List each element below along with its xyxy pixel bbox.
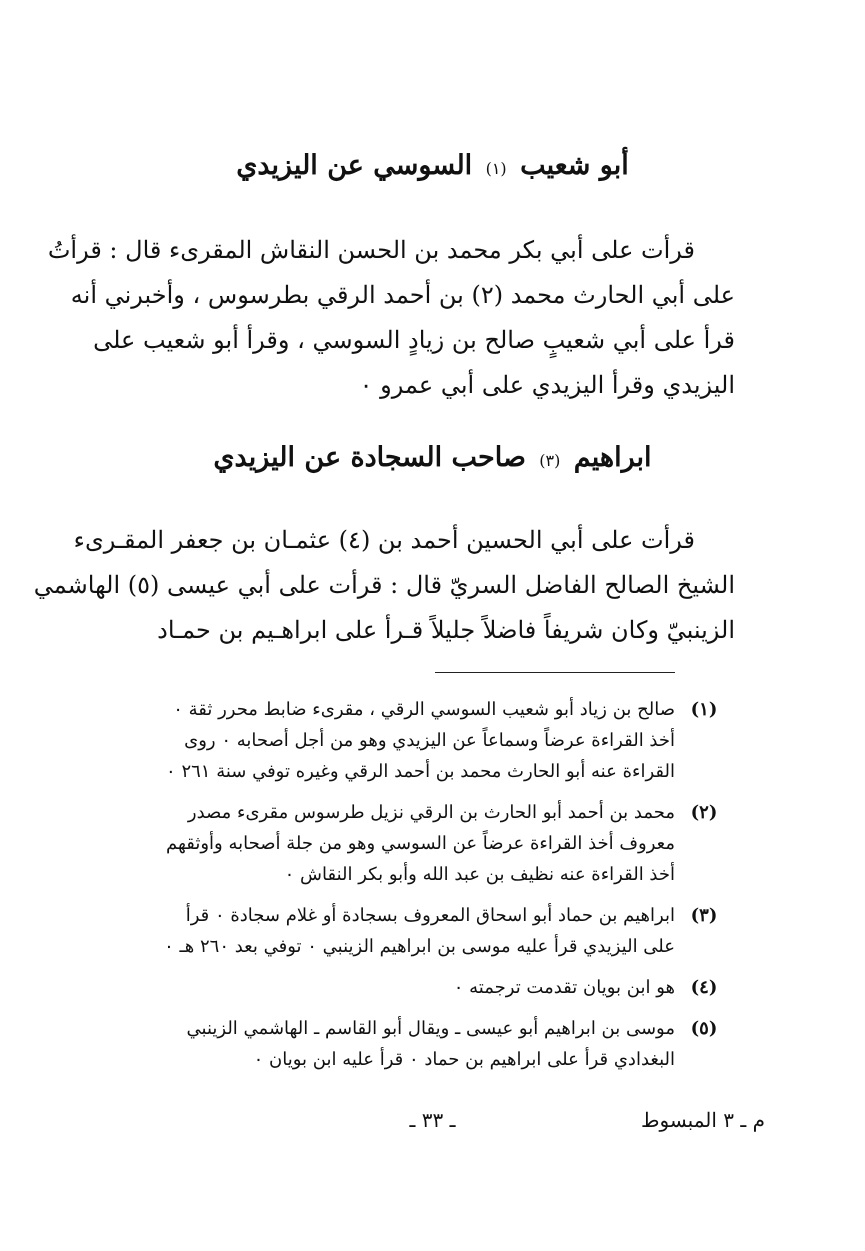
footnote-ref: (١) <box>485 159 507 178</box>
footnote-line: أخذ القراءة عنه نظيف بن عبد الله وأبو بكر النقاش ٠ <box>284 864 675 885</box>
footnote-line: القراءة عنه أبو الحارث محمد بن أحمد الرقي وغيره توفي سنة ٢٦١ ٠ <box>166 761 675 782</box>
section-heading-abu-shuayb <box>0 150 865 181</box>
footnote-line: موسى بن ابراهيم أبو عيسى ـ ويقال أبو القاسم ـ الهاشمي الزينبي <box>186 1018 675 1039</box>
page-number: ـ ٣٣ ـ <box>409 1108 456 1132</box>
footnote-line: أخذ القراءة عرضاً وسماعاً عن اليزيدي وهو من أجل أصحابه ٠ روى <box>184 730 675 751</box>
footnote-number: (٥) <box>690 1018 718 1039</box>
footnote-line: صالح بن زياد أبو شعيب السوسي الرقي ، مقرىء ضابط محرر ثقة ٠ <box>173 699 675 720</box>
footnote-3 <box>70 900 727 962</box>
text-line: قرأ على أبي شعيبٍ صالح بن زيادٍ السوسي ، وقرأ أبو شعيب على <box>93 326 735 354</box>
footnote-separator <box>435 672 675 673</box>
signature-mark: م ـ ٣ المبسوط <box>641 1108 765 1132</box>
footnote-line: البغدادي قرأ على ابراهيم بن حماد ٠ قرأ عليه ابن بويان ٠ <box>253 1049 675 1070</box>
footnote-number: (٤) <box>690 977 718 998</box>
footnote-number: (٣) <box>690 905 718 926</box>
heading-name: أبو شعيب <box>520 150 629 181</box>
footnote-line: محمد بن أحمد أبو الحارث بن الرقي نزيل طرسوس مقرىء مصدر <box>187 802 675 823</box>
paragraph-abu-shuayb <box>47 228 735 408</box>
paragraph-ibrahim <box>33 518 735 653</box>
footnote-1 <box>70 694 727 787</box>
text-line: على أبي الحارث محمد (٢) بن أحمد الرقي بطرسوس ، وأخبرني أنه <box>70 281 735 309</box>
heading-rest: صاحب السجادة عن اليزيدي <box>213 442 526 473</box>
heading-name: ابراهيم <box>573 442 652 473</box>
text-line: قرأت على أبي الحسين أحمد بن (٤) عثمـان بن جعفر المقـرىء <box>73 526 695 554</box>
footnotes <box>70 694 727 1085</box>
footnote-number: (٢) <box>690 802 718 823</box>
footnote-4 <box>70 972 727 1003</box>
footnote-ref: (٣) <box>539 451 561 470</box>
footnote-line: على اليزيدي قرأ عليه موسى بن ابراهيم الزينبي ٠ توفي بعد ٢٦٠ هـ ٠ <box>164 936 675 957</box>
text-line: الزينبيّ وكان شريفاً فاضلاً جليلاً قـرأ على ابراهـيم بن حمـاد <box>157 616 735 644</box>
footnote-5 <box>70 1013 727 1075</box>
footnote-line: معروف أخذ القراءة عرضاً عن السوسي وهو من جلة أصحابه وأوثقهم <box>165 833 675 854</box>
footnote-line: ابراهيم بن حماد أبو اسحاق المعروف بسجادة أو غلام سجادة ٠ قرأ <box>185 905 675 926</box>
footnote-line: هو ابن بويان تقدمت ترجمته ٠ <box>453 977 675 998</box>
footnote-2 <box>70 797 727 890</box>
section-heading-ibrahim <box>0 442 865 473</box>
footnote-number: (١) <box>690 699 718 720</box>
text-line: اليزيدي وقرأ اليزيدي على أبي عمرو ٠ <box>359 371 735 399</box>
text-line: الشيخ الصالح الفاضل السريّ قال : قرأت على أبي عيسى (٥) الهاشمي <box>33 571 735 599</box>
text-line: قرأت على أبي بكر محمد بن الحسن النقاش المقرىء قال : قرأتُ <box>47 236 695 264</box>
heading-rest: السوسي عن اليزيدي <box>236 150 473 181</box>
